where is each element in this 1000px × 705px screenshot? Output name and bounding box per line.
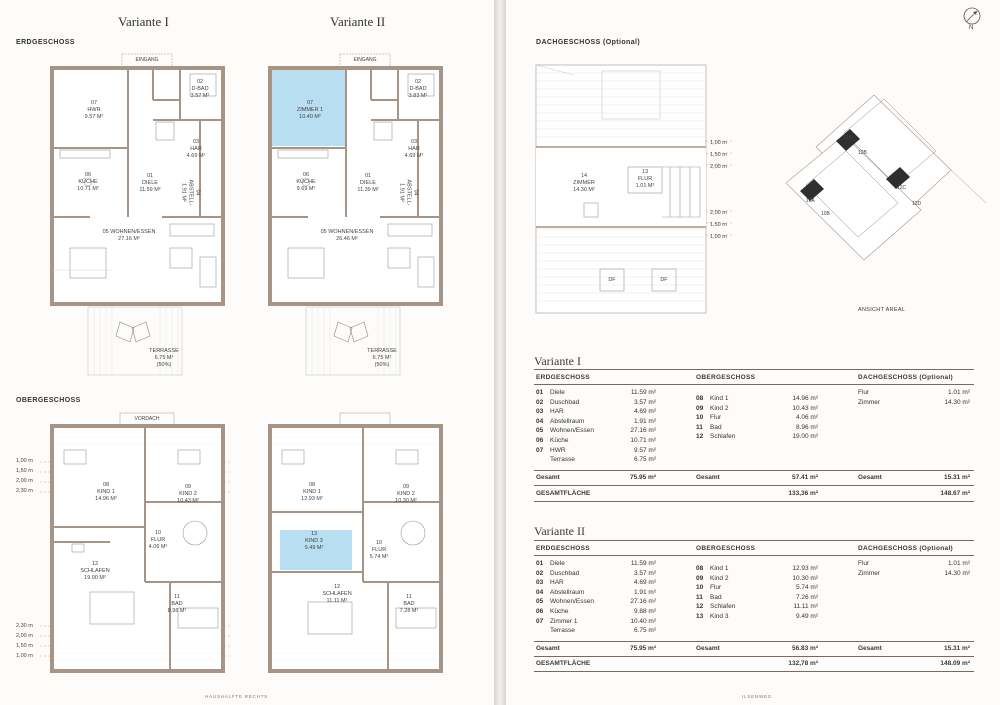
ground-plan-v2 bbox=[268, 52, 443, 382]
table-row: Zimmer 14.30 m² bbox=[858, 569, 970, 577]
variant-2-title: Variante II bbox=[330, 14, 386, 29]
upper-plan-v2 bbox=[268, 412, 443, 674]
erdgeschoss-label: ERDGESCHOSS bbox=[16, 39, 75, 46]
height-markers-top: 1,00 m 1,50 m 2,00 m 2,30 m bbox=[16, 458, 33, 494]
left-page bbox=[0, 0, 494, 705]
table-v1-og-head: OBERGESCHOSS bbox=[696, 374, 756, 381]
room-zimmer1: 07 ZIMMER 1 10.40 M² bbox=[296, 100, 324, 120]
table-v2-og-head: OBERGESCHOSS bbox=[696, 545, 756, 552]
room-dbad: 02 D-BAD 3.57 M² bbox=[190, 79, 210, 99]
table-v1-title: Variante I bbox=[534, 354, 581, 368]
table-v1-og-total: Gesamt 57.41 m² bbox=[696, 474, 818, 481]
table-row: Terrasse 6.75 m² bbox=[550, 456, 656, 464]
room-dbad: 02 D-BAD 3.83 M² bbox=[408, 79, 428, 99]
entrance-label: EINGANG bbox=[135, 57, 159, 63]
room-wohnen: 05 WOHNEN/ESSEN 26.46 M² bbox=[320, 229, 374, 242]
table-v2-eg bbox=[536, 559, 656, 636]
table-row: 03 HAR 4.69 m² bbox=[536, 408, 656, 416]
table-v1-gf-label: GESAMTFLÄCHE bbox=[536, 490, 591, 497]
table-v1-dg-head: DACHGESCHOSS (Optional) bbox=[858, 374, 954, 381]
room-kueche: 06 KÜCHE 9.69 M² bbox=[296, 172, 316, 192]
room-abstell: 04 ABSTELL- 1.91 M² bbox=[398, 179, 419, 206]
room-kind3: 13 KIND 3 9.49 M² bbox=[304, 531, 324, 551]
table-row: 07 Zimmer 1 10.40 m² bbox=[536, 617, 656, 625]
table-row: Zimmer 14.30 m² bbox=[858, 398, 970, 406]
table-v2-og-total: Gesamt 56.83 m² bbox=[696, 645, 818, 652]
upper-plan-v2-drawing bbox=[268, 412, 443, 674]
terrace-label: TERRASSE 6.75 M² (50%) bbox=[149, 348, 179, 368]
table-v2-gf1: 132,78 m² bbox=[788, 660, 818, 667]
room-kueche: 06 KÜCHE 10.71 M² bbox=[77, 172, 99, 192]
table-v2-gf2: 148.09 m² bbox=[940, 660, 970, 667]
table-row: 10 Flur 4.06 m² bbox=[696, 414, 818, 422]
room-har: 03 HAR 4.69 M² bbox=[186, 139, 206, 159]
table-v2-dg-total: Gesamt 15.31 m² bbox=[858, 645, 970, 652]
entrance-label: EINGANG bbox=[353, 57, 377, 63]
areal-label: ANSICHT AREAL bbox=[858, 307, 906, 313]
table-v2-title: Variante II bbox=[534, 524, 585, 538]
book-gutter bbox=[494, 0, 506, 705]
room-schlafen: 12 SCHLAFEN 19.00 M² bbox=[80, 561, 110, 581]
compass-icon: N bbox=[962, 6, 982, 34]
table-row: 11 Bad 8.96 m² bbox=[696, 423, 818, 431]
room-flur: 10 FLUR 4.06 M² bbox=[148, 530, 168, 550]
room-diele: 01 DIELE 11.59 M² bbox=[139, 173, 161, 193]
table-v1-dg bbox=[858, 388, 970, 407]
table-row: 02 Duschbad 3.57 m² bbox=[536, 569, 656, 577]
table-row: 10 Flur 5.74 m² bbox=[696, 584, 818, 592]
variant-1-title: Variante I bbox=[118, 14, 169, 29]
room-zimmer: 14 ZIMMER 14.30 M² bbox=[573, 173, 595, 193]
table-v1-dg-total: Gesamt 15.31 m² bbox=[858, 474, 970, 481]
table-v2-eg-head: ERDGESCHOSS bbox=[536, 545, 590, 552]
room-kind2: 09 KIND 2 10.43 M² bbox=[177, 484, 199, 504]
room-hwr: 07 HWR 9.57 M² bbox=[84, 100, 104, 120]
table-row: 12 Schlafen 11.11 m² bbox=[696, 603, 818, 611]
height-markers-bottom: 2,30 m 2,00 m 1,50 m 1,00 m bbox=[16, 623, 33, 659]
table-row: 13 Kind 3 9.49 m² bbox=[696, 612, 818, 620]
table-row: Flur 1.01 m² bbox=[858, 389, 970, 396]
table-v1-eg-total: Gesamt 75.95 m² bbox=[536, 474, 656, 481]
table-row: 11 Bad 7.26 m² bbox=[696, 593, 818, 601]
attic-height-upper: 1,00 m 1,50 m 2,00 m bbox=[710, 140, 727, 170]
table-v1-eg bbox=[536, 388, 656, 465]
room-bad: 11 BAD 7.28 M² bbox=[399, 594, 419, 614]
roof-window-2: DF bbox=[660, 277, 668, 283]
table-v1-eg-head: ERDGESCHOSS bbox=[536, 374, 590, 381]
site-view: 12A 12B 12C 12D 10A 10B bbox=[786, 95, 986, 285]
table-row: 04 Abstellraum 1.91 m² bbox=[536, 417, 656, 425]
table-v1-gf1: 133,36 m² bbox=[788, 490, 818, 497]
roof-window-1: DF bbox=[608, 277, 616, 283]
table-row: 09 Kind 2 10.30 m² bbox=[696, 574, 818, 582]
table-row: 08 Kind 1 12.93 m² bbox=[696, 565, 818, 572]
vordach-label: VORDACH bbox=[134, 416, 160, 422]
upper-plan-v1-drawing bbox=[50, 412, 225, 674]
table-v2-og bbox=[696, 564, 818, 622]
table-row: 05 Wohnen/Essen 27.16 m² bbox=[536, 427, 656, 435]
right-footer: ILSENWEG bbox=[742, 694, 773, 699]
table-v2-eg-total: Gesamt 75.95 m² bbox=[536, 645, 656, 652]
table-v1-gf2: 148.67 m² bbox=[940, 490, 970, 497]
table-row: 12 Schlafen 19.00 m² bbox=[696, 433, 818, 441]
room-har: 03 HAR 4.69 M² bbox=[404, 139, 424, 159]
table-row: 08 Kind 1 14.96 m² bbox=[696, 395, 818, 402]
obergeschoss-label: OBERGESCHOSS bbox=[16, 397, 81, 404]
table-row: 05 Wohnen/Essen 27.16 m² bbox=[536, 598, 656, 606]
room-wohnen: 05 WOHNEN/ESSEN 27.16 M² bbox=[102, 229, 156, 242]
dachgeschoss-label: DACHGESCHOSS (Optional) bbox=[536, 39, 641, 46]
table-row: 07 HWR 9.57 m² bbox=[536, 446, 656, 454]
table-row: 01 Diele 11.59 m² bbox=[536, 560, 656, 567]
table-row: 02 Duschbad 3.57 m² bbox=[536, 398, 656, 406]
right-page bbox=[506, 0, 1000, 705]
table-v2-dg-head: DACHGESCHOSS (Optional) bbox=[858, 545, 954, 552]
table-row: 09 Kind 2 10.43 m² bbox=[696, 404, 818, 412]
site-view-drawing bbox=[786, 95, 986, 285]
room-bad: 11 BAD 8.96 M² bbox=[167, 594, 187, 614]
attic-plan bbox=[534, 63, 784, 318]
room-kind2: 09 KIND 2 10.30 M² bbox=[395, 484, 417, 504]
table-row: 04 Abstellraum 1.91 m² bbox=[536, 588, 656, 596]
room-flur: 13 FLUR 1.01 M² bbox=[635, 169, 655, 189]
terrace-label: TERRASSE 6.75 M² (50%) bbox=[367, 348, 397, 368]
table-row: 06 Küche 9.88 m² bbox=[536, 607, 656, 615]
table-row: Terrasse 6.75 m² bbox=[550, 627, 656, 635]
table-row: 06 Küche 10.71 m² bbox=[536, 436, 656, 444]
table-row: Flur 1.01 m² bbox=[858, 560, 970, 567]
upper-plan-v1 bbox=[50, 412, 225, 674]
ground-plan-v1 bbox=[50, 52, 225, 382]
room-kind1: 08 KIND 1 14.96 M² bbox=[95, 482, 117, 502]
left-footer: HAUSHÄLFTE RECHTS bbox=[205, 694, 269, 699]
table-v2-dg bbox=[858, 559, 970, 578]
room-kind1: 08 KIND 1 12.93 M² bbox=[301, 482, 323, 502]
table-v1-og bbox=[696, 394, 818, 442]
table-row: 01 Diele 11.59 m² bbox=[536, 389, 656, 396]
attic-height-lower: 2,00 m 1,50 m 1,00 m bbox=[710, 210, 727, 240]
room-abstell: 04 ABSTELL- 1.91 M² bbox=[180, 179, 201, 206]
table-v2-gf-label: GESAMTFLÄCHE bbox=[536, 660, 591, 667]
table-row: 03 HAR 4.69 m² bbox=[536, 579, 656, 587]
room-diele: 01 DIELE 11.39 M² bbox=[357, 173, 379, 193]
room-schlafen: 12 SCHLAFEN 11.11 M² bbox=[322, 584, 352, 604]
room-flur: 10 FLUR 5.74 M² bbox=[369, 540, 389, 560]
